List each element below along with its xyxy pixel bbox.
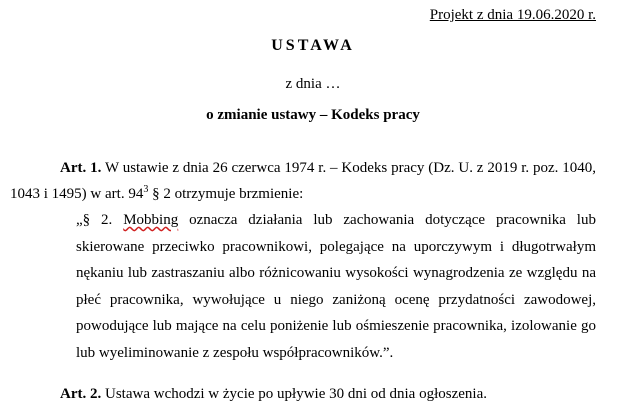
spellcheck-underlined-word: Mobbing — [123, 212, 179, 228]
act-subject: o zmianie ustawy – Kodeks pracy — [206, 107, 420, 123]
article-2-label: Art. 2. — [60, 386, 102, 402]
article-1-text-part1: W ustawie z dnia 26 czerwca 1974 r. – Kodeks pracy (Dz. U. z 2019 r. poz. 1040, 1043 i 1495) w art. 94 — [10, 160, 596, 202]
article-1-paragraph — [10, 155, 596, 207]
quoted-paragraph-prefix: „§ 2. — [76, 212, 124, 228]
act-date-line: z dnia … — [285, 76, 341, 92]
article-1-superscript: 3 — [143, 184, 149, 195]
article-2-text: Ustawa wchodzi w życie po upływie 30 dni od dnia ogłoszenia. — [101, 386, 487, 402]
article-1-text-part2: § 2 otrzymuje brzmienie: — [148, 186, 304, 202]
article-1-label: Art. 1. — [60, 160, 102, 176]
act-title: USTAWA — [271, 37, 355, 54]
draft-date-label: Projekt z dnia 19.06.2020 r. — [429, 7, 596, 23]
article-2-paragraph — [60, 381, 600, 407]
quoted-paragraph — [76, 207, 596, 366]
quoted-paragraph-text: oznacza działania lub zachowania dotyczące pracownika lub skierowane przeciwko pracownikowi, polegające na uporczywym i długotrwałym nękaniu lub zastraszaniu albo różnicowaniu wysokości wynagrodzenia ze względu na płeć pracownika, wywołujące u niego zaniżoną ocenę przydatności zawodowej, powodujące lub mające na celu poniżenie lub ośmieszenie pracownika, izolowanie go lub wyeliminowanie z zespołu współpracowników.”. — [76, 212, 596, 361]
